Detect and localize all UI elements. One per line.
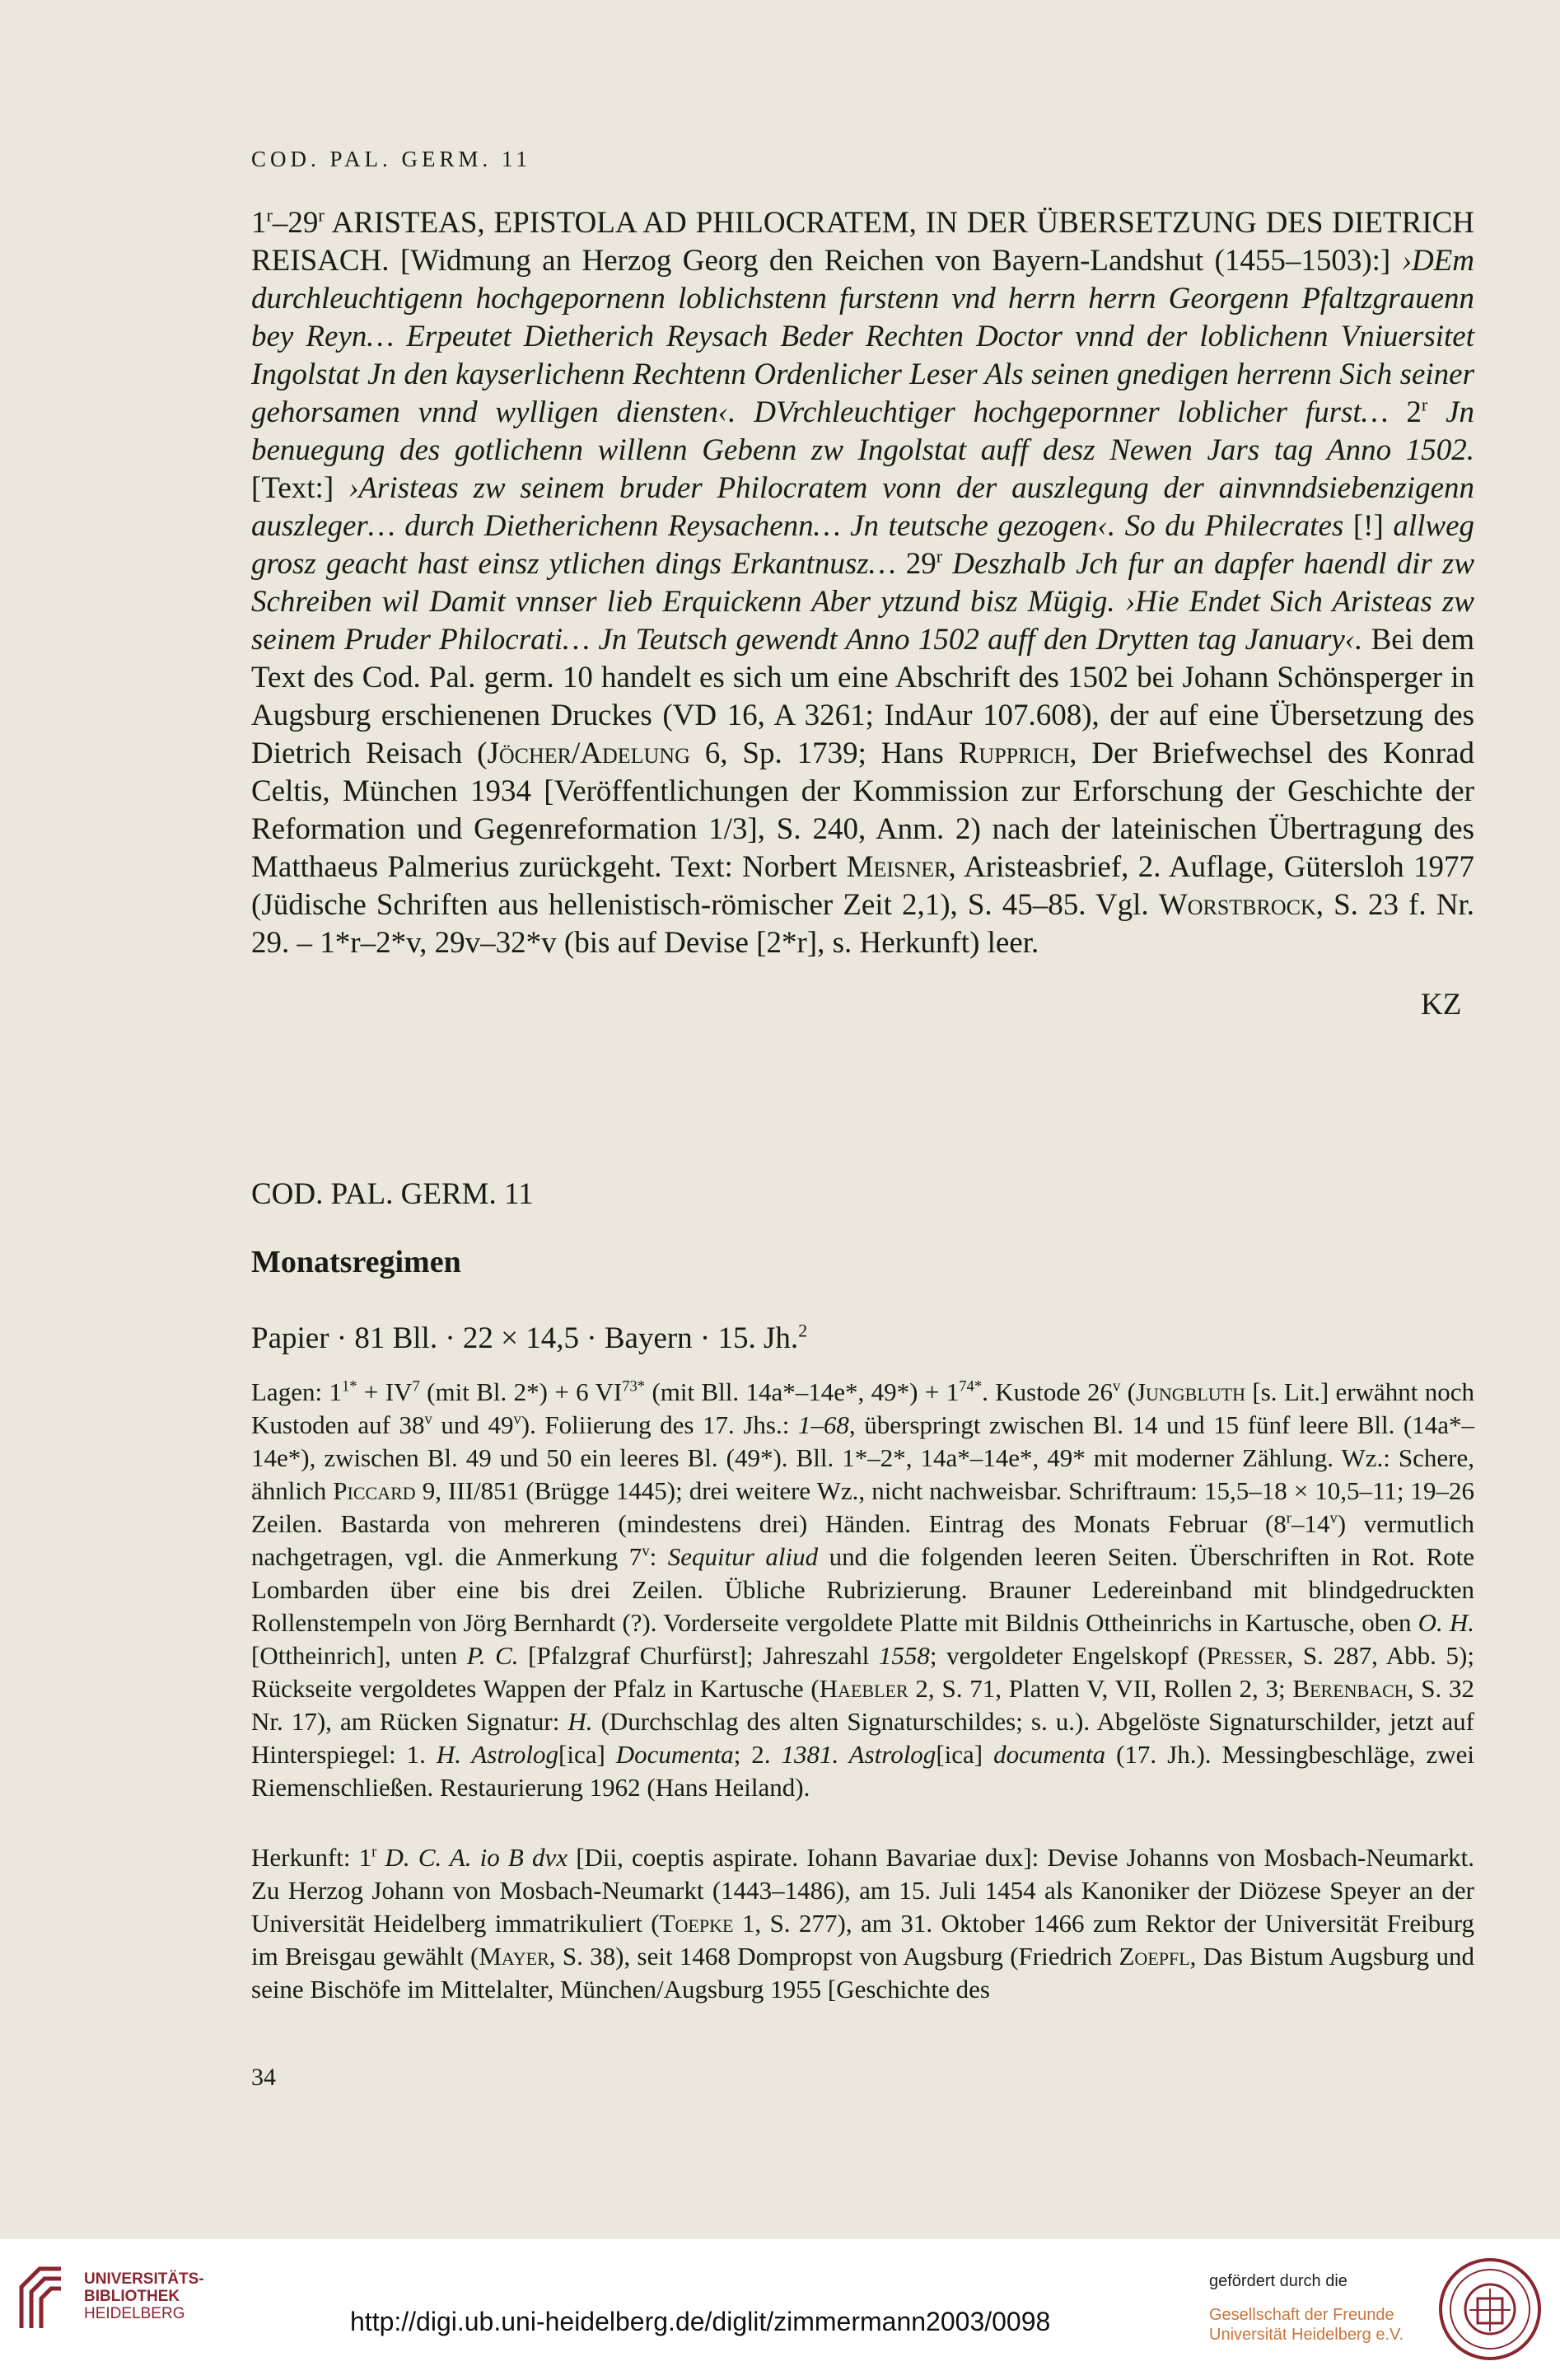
text-quote: ›Aristeas zw seinem bruder Philocratem vonn der auszlegung der ainvnndsiebenzigenn auszleger… durch Dietherichenn Reysachenn… Jn teutsche gezogen‹. So du Philecrates: [251, 471, 1474, 543]
end-text: Deszhalb Jch fur an dapfer haendl dir zw Schreiben wil Damit vnnser lieb Erquickenn Aber ytzund bisz Mügig. ›Hie Endet Sich Aristeas zw seinem Pruder Philocrati… Jn Teutsch gewendt Anno 1502 auff den Drytten tag January‹.: [251, 547, 1475, 657]
dedication-text: ›DEm durchleuchtigenn hochgepornenn loblichstenn furstenn vnd herrn herrn Georgenn Pfaltzgrauenn bey Reyn… Erpeutet Dietherich Reysach Beder Rechten Doctor vnnd der loblichenn Vniuersitet Ingolstat Jn den kayserlichenn Rechtenn Ordenlicher Leser Als seinen gnedigen herrenn Sich seiner gehorsamen vnnd wylligen diensten‹. DVrchleuchtiger hochgepornner loblicher furst…: [251, 244, 1475, 429]
sponsor-name: Gesellschaft der Freunde Universität Heidelberg e.V.: [1209, 2306, 1404, 2344]
ub-heidelberg-logo-icon: [15, 2262, 68, 2336]
author-initials: KZ: [1421, 988, 1462, 1022]
library-name: UNIVERSITÄTS- BIBLIOTHEK HEIDELBERG: [84, 2270, 204, 2322]
second-folio-text: Jn benuegung des gotlichenn willenn Gebenn zw Ingolstat auff desz Newen Jars tag Anno 1502.: [251, 395, 1475, 467]
dedication-intro: [Widmung an Herzog Georg den Reichen von Bayern-Landshut (1455–1503):]: [399, 244, 1391, 278]
sponsor-intro: gefördert durch die: [1209, 2272, 1347, 2290]
running-head: COD. PAL. GERM. 11: [251, 147, 532, 171]
text-label: [Text:]: [251, 471, 334, 505]
folio-range: 1$^r$–29$^r$: [251, 204, 325, 240]
section-label: COD. PAL. GERM. 11: [251, 1177, 534, 1211]
codicology-paragraph: Lagen: $1^{1*} + IV^7$ (mit Bl. 2*) + 6 $VI^{73*}$ (mit Bll. 14a*–14e*, $49*) + 1^{74*}$. Kustode 26$^v$ (Jungbluth [s. Lit.] erwähnt noch Kustoden auf 38$^v$ und 49$^v$). Foliierung des 17. Jhs.: 1–68, überspringt zwischen Bl. 14 und 15 fünf leere Bll. (14a*–14e*), zwischen Bl. 49 und 50 ein leeres Bl. (49*). Bll. 1*–2*, 14a*–14e*, 49* mit moderner Zählung. Wz.: Schere, ähnlich Piccard 9, III/851 (Brügge 1445); drei weitere Wz., nicht nachweisbar. Schriftraum: 15,5–18 × 10,5–11; 19–26 Zeilen. Bastarda von mehreren (mindestens drei) Händen. Eintrag des Monats Februar (8$^r$–14$^v$) vermutlich nachgetragen, vgl. die Anmerkung 7$^v$: Sequitur aliud und die folgenden leeren Seiten. Überschriften in Rot. Rote Lombarden über eine bis drei Zeilen. Übliche Rubrizierung. Brauner Ledereinband mit blindgedruckten Rollenstempeln von Jörg Bernhardt (?). Vorderseite vergoldete Platte mit Bildnis Ottheinrichs in Kartusche, oben O. H. [Ottheinrich], unten P. C. [Pfalzgraf Churfürst]; Jahreszahl 1558; vergoldeter Engelskopf (Presser, S. 287, Abb. 5); Rückseite vergoldetes Wappen der Pfalz in Kartusche (Haebler 2, S. 71, Platten V, VII, Rollen 2, 3; Berenbach, S. 32 Nr. 17), am Rücken Signatur: H. (Durchschlag des alten Signaturschildes; s. u.). Abgelöste Signaturschilder, jetzt auf Hinterspiegel: 1. H. Astrolog[ica] Documenta; 2. 1381. Astrolog[ica] documenta (17. Jh.). Messingbeschläge, zwei Riemenschließen. Restaurierung 1962 (Hans Heiland).: [251, 1377, 1475, 1802]
provenance-paragraph: Herkunft: 1$^r$ D. C. A. io B dvx [Dii, coeptis aspirate. Iohann Bavariae dux]: Devise Johanns von Mosbach-Neumarkt. Zu Herzog Johann von Mosbach-Neumarkt (1443–1486), am 15. Juli 1454 als Kanoniker der Diözese Speyer an der Universität Heidelberg immatrikuliert (Toepke 1, S. 277), am 31. Oktober 1466 zum Rektor der Universität Freiburg im Breisgau gewählt (Mayer, S. 38), seit 1468 Dompropst von Augsburg (Friedrich Zoepfl, Das Bistum Augsburg und seine Bischöfe im Mittelalter, München/Augsburg 1955 [Geschichte des: [251, 1843, 1474, 2004]
entry-heading: ARISTEAS, EPISTOLA AD PHILOCRATEM, IN DER ÜBERSETZUNG DES DIETRICH REISACH.: [251, 206, 1474, 278]
digital-library-link[interactable]: http://digi.ub.uni-heidelberg.de/diglit/zimmermann2003/0098: [350, 2307, 1051, 2336]
section-title: Monatsregimen: [251, 1245, 461, 1279]
physical-description: Papier · 81 Bll. · 22 × 14,5 · Bayern · 15. Jh.$^2$: [251, 1320, 808, 1355]
digitization-footer: [0, 2239, 1560, 2380]
manuscript-entry: 1$^r$–29$^r$ ARISTEAS, EPISTOLA AD PHILOCRATEM, IN DER ÜBERSETZUNG DES DIETRICH REISACH. [Widmung an Herzog Georg den Reichen von Bayern-Landshut (1455–1503):] ›DEm durchleuchtigenn hochgepornenn loblichstenn furstenn vnd herrn herrn Georgenn Pfaltzgrauenn bey Reyn… Erpeutet Dietherich Reysach Beder Rechten Doctor vnnd der loblichenn Vniuersitet Ingolstat Jn den kayserlichenn Rechtenn Ordenlicher Leser Als seinen gnedigen herrenn Sich seiner gehorsamen vnnd wylligen diensten‹. DVrchleuchtiger hochgepornner loblicher furst… 2$^r$ Jn benuegung des gotlichenn willenn Gebenn zw Ingolstat auff desz Newen Jars tag Anno 1502. [Text:] ›Aristeas zw seinem bruder Philocratem vonn der auszlegung der ainvnndsiebenzigenn auszleger… durch Dietherichenn Reysachenn… Jn teutsche gezogen‹. So du Philecrates [!] allweg grosz geacht hast einsz ytlichen dings Erkantnusz… 29$^r$ Deszhalb Jch fur an dapfer haendl dir zw Schreiben wil Damit vnnser lieb Erquickenn Aber ytzund bisz Mügig. ›Hie Endet Sich Aristeas zw seinem Pruder Philocrati… Jn Teutsch gewendt Anno 1502 auff den Drytten tag January‹. Bei dem Text des Cod. Pal. germ. 10 handelt es sich um eine Abschrift des 1502 bei Johann Schönsperger in Augsburg erschienenen Druckes (VD 16, A 3261; IndAur 107.608), der auf eine Übersetzung des Dietrich Reisach (Jöcher/Adelung 6, Sp. 1739; Hans Rupprich, Der Briefwechsel des Konrad Celtis, München 1934 [Veröffentlichungen der Kommission zur Erforschung der Geschichte der Reformation und Gegenreformation 1/3], S. 240, Anm. 2) nach der lateinischen Übertragung des Matthaeus Palmerius zurückgeht. Text: Norbert Meisner, Aristeasbrief, 2. Auflage, Gütersloh 1977 (Jüdische Schriften aus hellenistisch-römischer Zeit 2,1), S. 45–85. Vgl. Worstbrock, S. 23 f. Nr. 29. – 1*r–2*v, 29v–32*v (bis auf Devise [2*r], s. Herkunft) leer.: [251, 204, 1475, 960]
university-seal-icon: [1436, 2256, 1544, 2363]
commentary: Bei dem Text des Cod. Pal. germ. 10 handelt es sich um eine Abschrift des 1502 bei Johann Schönsperger in Augsburg erschienenen Druckes (VD 16, A 3261; IndAur 107.608), der auf eine Übersetzung des Dietrich Reisach (Jöcher/Adelung 6, Sp. 1739; Hans Rupprich, Der Briefwechsel des Konrad Celtis, München 1934 [Veröffentlichungen der Kommission zur Erforschung der Geschichte der Reformation und Gegenreformation 1/3], S. 240, Anm. 2) nach der lateinischen Übertragung des Matthaeus Palmerius zurückgeht. Text: Norbert Meisner, Aristeasbrief, 2. Auflage, Gütersloh 1977 (Jüdische Schriften aus hellenistisch-römischer Zeit 2,1), S. 45–85. Vgl. Worstbrock, S. 23 f. Nr. 29. – 1*r–2*v, 29v–32*v (bis auf Devise [2*r], s. Herkunft) leer.: [251, 623, 1474, 960]
page-number: 34: [251, 2064, 276, 2091]
